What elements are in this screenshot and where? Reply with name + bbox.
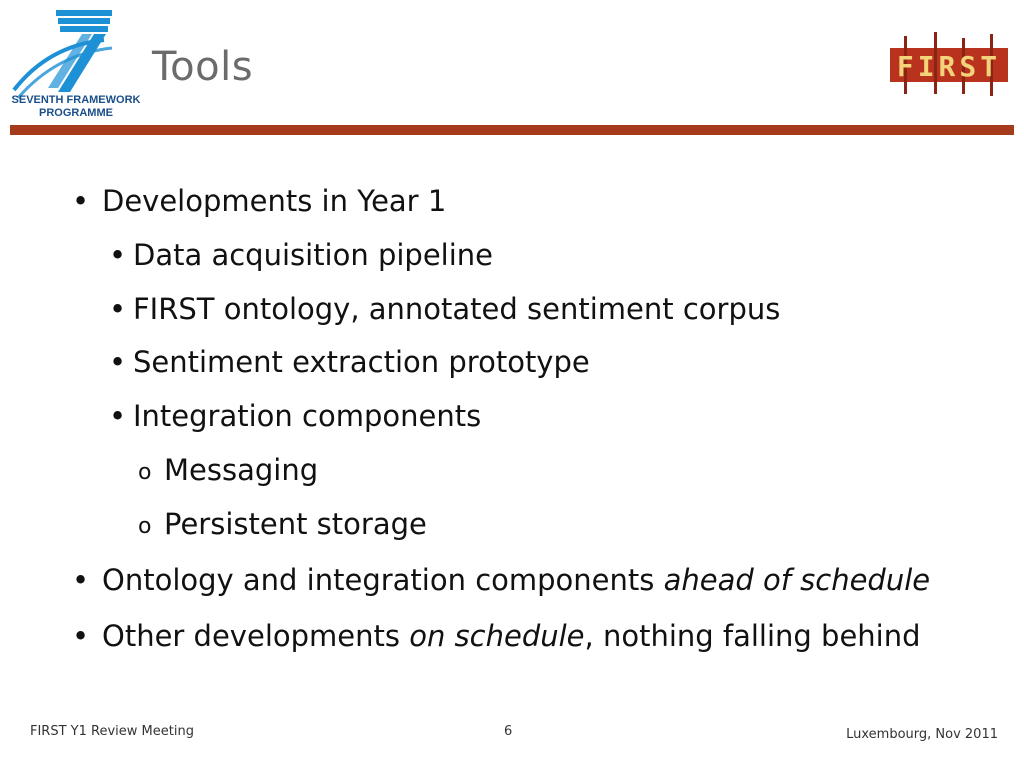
bullet-marker: • [72,184,90,218]
bullet-emphasis: ahead of schedule [663,563,931,597]
bullet-text: Data acquisition pipeline [133,238,494,272]
bullet-marker: • [109,399,127,433]
bullet-marker: • [109,345,127,379]
bullet-marker: o [138,460,152,485]
bullet-item [109,291,781,327]
fp7-logo [8,6,144,120]
bullet-text: Ontology and integration components [102,563,664,597]
fp7-seven-icon [14,10,112,98]
bullet-item [138,506,427,542]
bullet-text: Other developments [102,619,410,653]
page-number: 6 [504,724,513,739]
bullet-text-tail: , nothing falling behind [584,619,921,653]
bullet-text: Persistent storage [164,507,427,541]
first-logo [888,30,1010,100]
first-logo-text: FIRST [896,50,1002,83]
bullet-text: Developments in Year 1 [102,184,447,218]
bullet-text: Sentiment extraction prototype [133,345,590,379]
fp7-logo-line1: SEVENTH FRAMEWORK [11,94,141,106]
bullet-marker: • [72,563,90,597]
bullet-marker: o [138,514,152,539]
bullet-text: FIRST ontology, annotated sentiment corpus [133,292,781,326]
bullet-text: Integration components [133,399,482,433]
bullet-text: Messaging [164,453,319,487]
slide-title: Tools [152,44,254,90]
bullet-marker: • [109,238,127,272]
fp7-logo-line2: PROGRAMME [39,107,113,119]
bullet-item [138,452,319,488]
bullet-marker: • [109,292,127,326]
bullet-item [109,398,482,434]
bullet-item [72,618,921,654]
footer-location-date: Luxembourg, Nov 2011 [846,727,998,742]
bullet-item [72,562,931,598]
footer-meeting: FIRST Y1 Review Meeting [30,724,194,739]
bullet-marker: • [72,619,90,653]
bullet-item [109,237,494,273]
header-divider [10,125,1014,135]
bullet-item [109,344,590,380]
bullet-item [72,183,447,219]
bullet-emphasis: on schedule [409,619,585,653]
